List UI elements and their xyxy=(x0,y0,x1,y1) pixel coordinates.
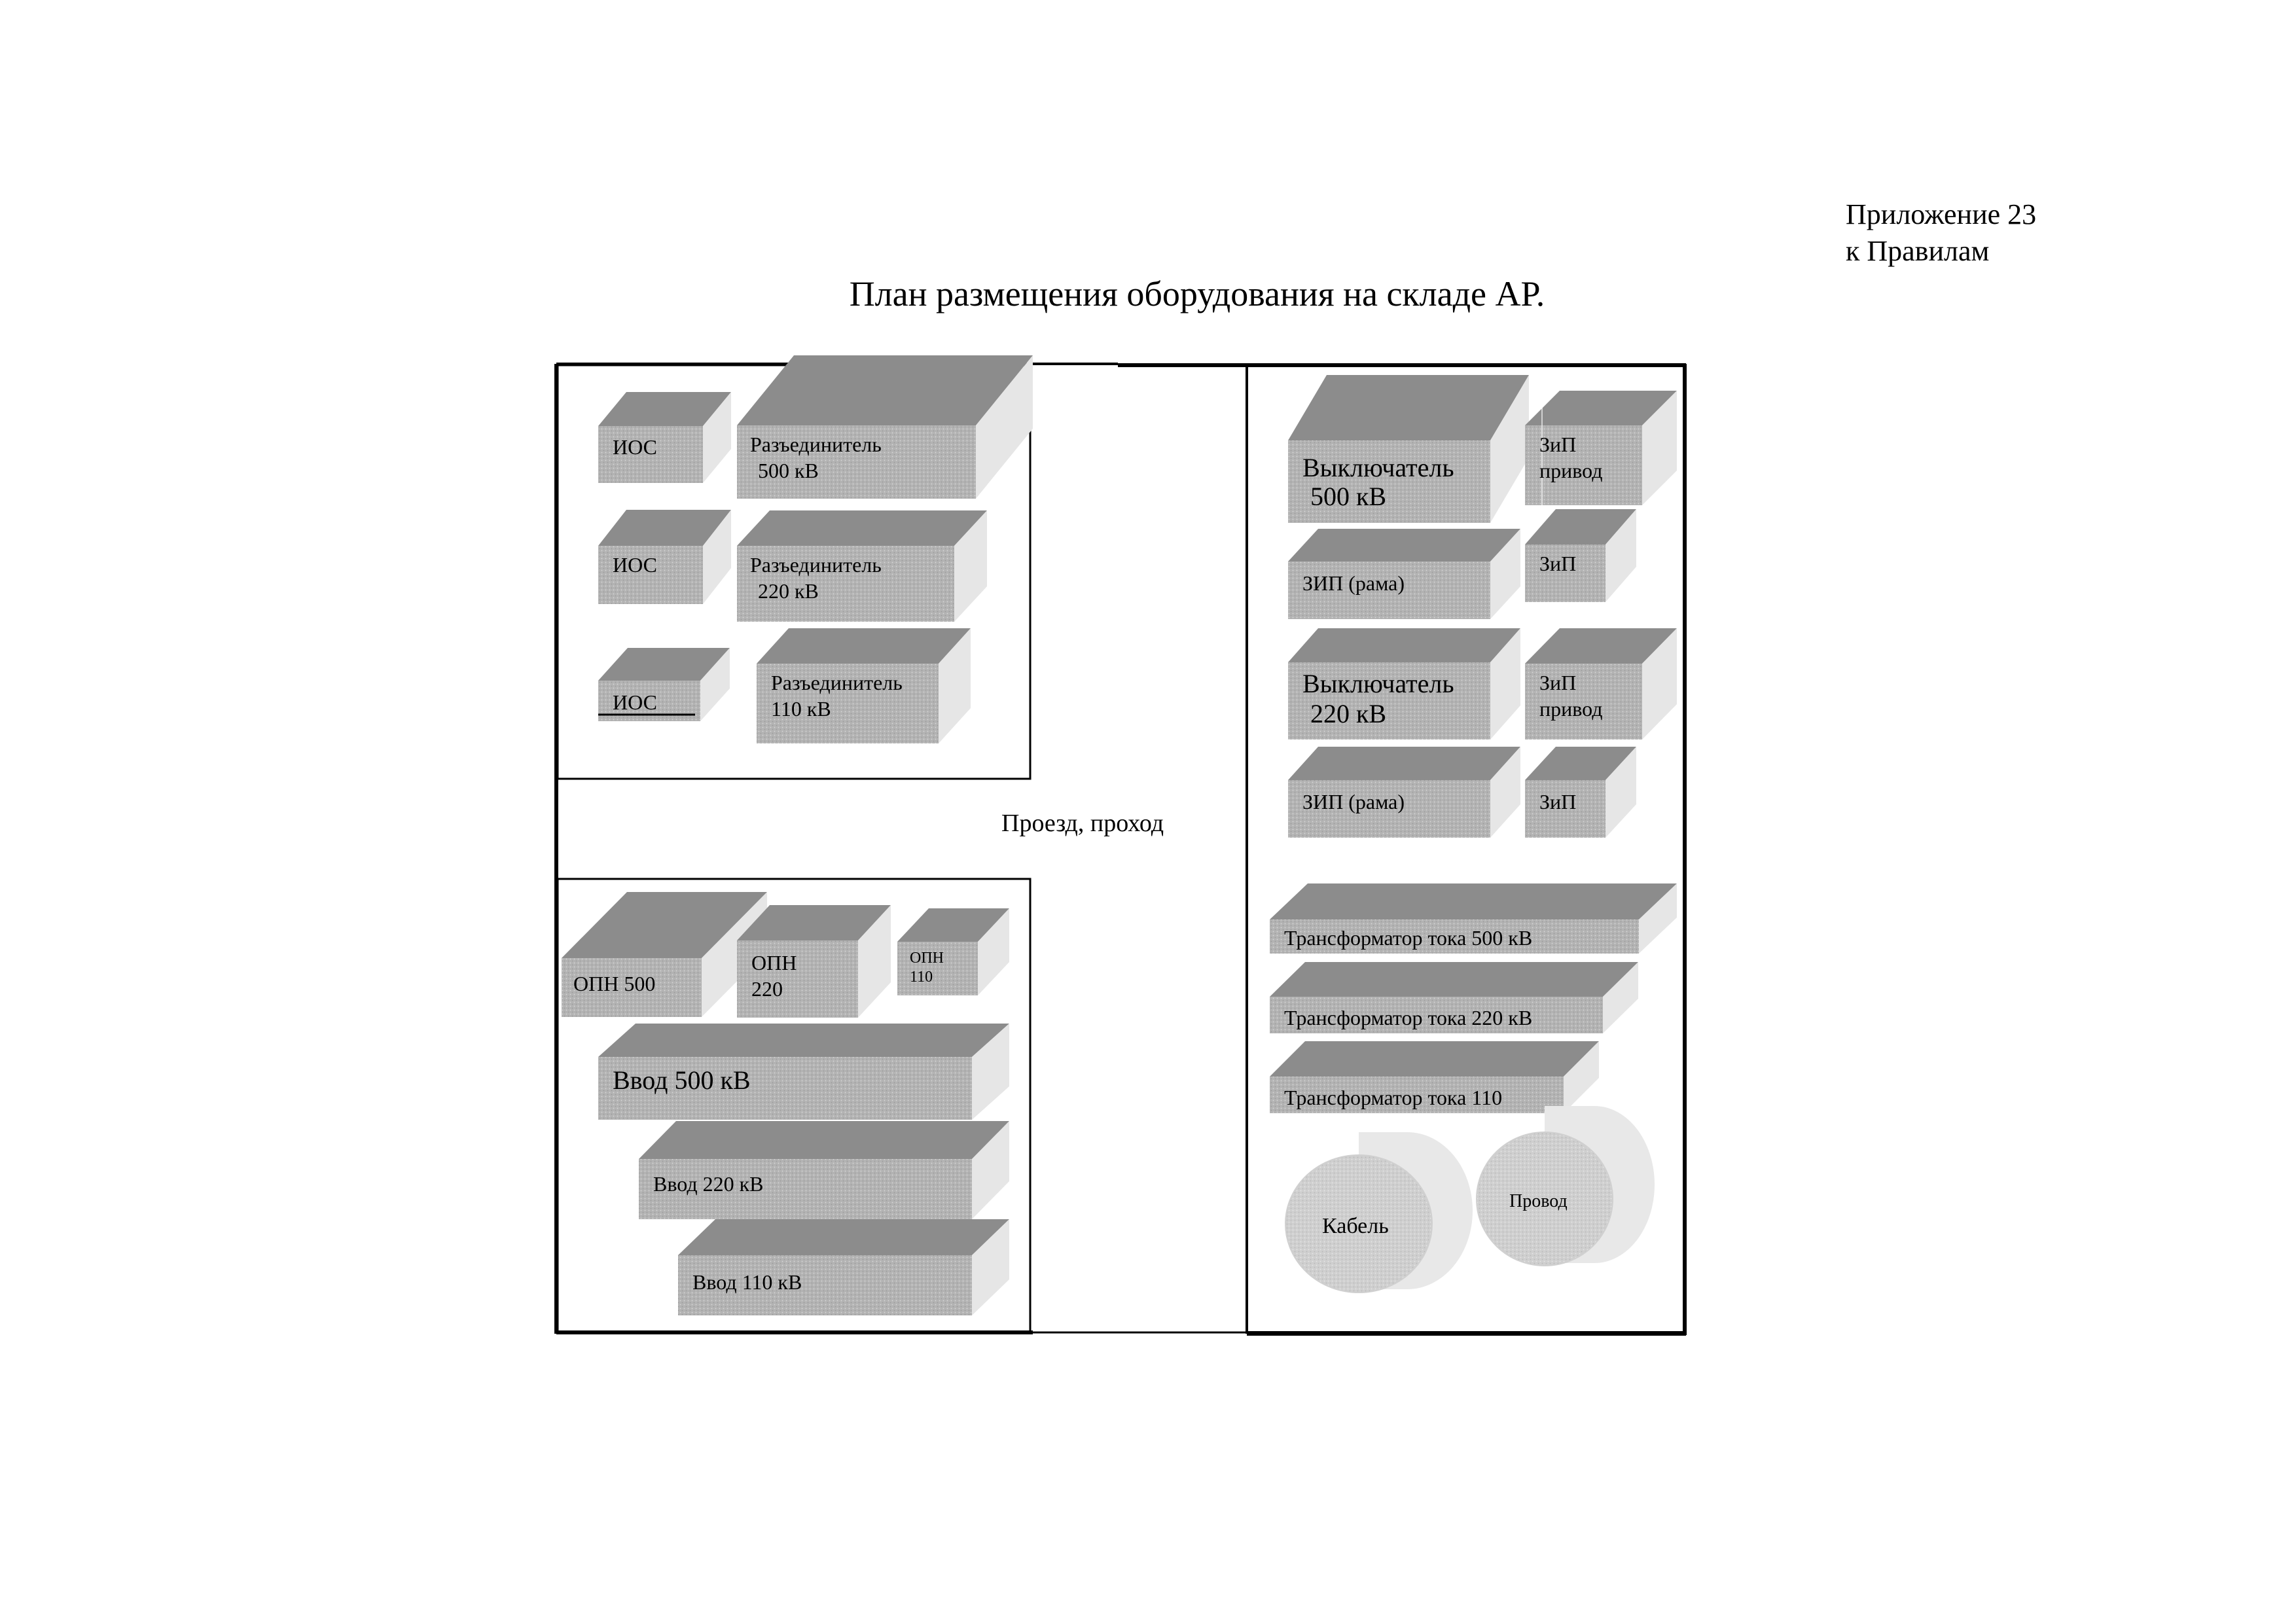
bushing-block xyxy=(678,1219,1009,1315)
cable-drum xyxy=(1285,1132,1473,1293)
disconnector-block xyxy=(737,510,987,622)
ios-block xyxy=(598,648,730,721)
spare-drive-label: ЗиП xyxy=(1539,433,1577,456)
spare-drive-label-2: привод xyxy=(1539,459,1603,482)
spare-block xyxy=(1525,747,1636,838)
bushing-block xyxy=(598,1024,1009,1120)
ios-label: ИОС xyxy=(613,435,657,459)
appendix-reference: к Правилам xyxy=(1846,235,1990,267)
spare-drive-label-2: привод xyxy=(1539,697,1603,721)
spare-frame-label: ЗИП (рама) xyxy=(1302,790,1405,813)
appendix-number: Приложение 23 xyxy=(1846,198,2037,230)
spare-label: ЗиП xyxy=(1539,790,1577,813)
breaker-block xyxy=(1288,375,1529,523)
disconnector-rating: 220 кВ xyxy=(758,579,819,603)
ios-block xyxy=(598,392,731,483)
disconnector-label: Разъединитель xyxy=(771,671,903,694)
disconnector-label: Разъединитель xyxy=(750,553,882,577)
bushing-block xyxy=(639,1121,1009,1219)
cable-label: Кабель xyxy=(1322,1214,1389,1238)
page-title: План размещения оборудования на складе АР. xyxy=(849,274,1545,313)
current-transformer-label: Трансформатор тока 220 кВ xyxy=(1284,1006,1533,1029)
ios-label: ИОС xyxy=(613,690,657,714)
breaker-label: Выключатель xyxy=(1302,669,1454,698)
breaker-rating: 220 кВ xyxy=(1310,699,1387,728)
arrester-block xyxy=(897,908,1009,995)
left-bottom-equipment xyxy=(562,892,1009,1315)
current-transformer-block xyxy=(1270,883,1677,954)
spare-block xyxy=(1525,509,1636,602)
spare-drive-block xyxy=(1525,391,1677,505)
current-transformer-block xyxy=(1270,962,1638,1033)
bushing-label: Ввод 110 кВ xyxy=(692,1270,802,1294)
disconnector-block xyxy=(737,355,1033,499)
spare-drive-block xyxy=(1525,628,1677,740)
current-transformer-block xyxy=(1270,1041,1599,1113)
passage-label: Проезд, проход xyxy=(1001,810,1164,837)
arrester-block xyxy=(737,905,891,1018)
spare-frame-block xyxy=(1288,529,1520,619)
disconnector-rating: 110 кВ xyxy=(771,697,831,721)
breaker-block xyxy=(1288,628,1520,740)
arrester-label: ОПН xyxy=(910,950,944,967)
breaker-label: Выключатель xyxy=(1302,453,1454,482)
left-top-equipment xyxy=(598,355,1033,743)
ios-block xyxy=(598,510,731,604)
arrester-label: ОПН xyxy=(751,951,797,974)
bushing-label: Ввод 500 кВ xyxy=(613,1065,751,1095)
arrester-block xyxy=(562,892,767,1017)
spare-frame-block xyxy=(1288,747,1520,838)
current-transformer-label: Трансформатор тока 500 кВ xyxy=(1284,926,1533,950)
disconnector-label: Разъединитель xyxy=(750,433,882,456)
wire-label: Провод xyxy=(1509,1191,1568,1211)
spare-drive-label: ЗиП xyxy=(1539,671,1577,694)
current-transformer-label: Трансформатор тока 110 xyxy=(1284,1086,1503,1109)
arrester-label-extra: 110 xyxy=(910,969,933,986)
wire-drum xyxy=(1477,1106,1655,1266)
ios-label: ИОС xyxy=(613,553,657,577)
bushing-label: Ввод 220 кВ xyxy=(653,1172,764,1196)
right-equipment xyxy=(1270,375,1677,1293)
arrester-label-extra: 220 xyxy=(751,977,783,1001)
disconnector-block xyxy=(757,628,971,743)
disconnector-rating: 500 кВ xyxy=(758,459,819,482)
spare-frame-label: ЗИП (рама) xyxy=(1302,571,1405,595)
arrester-label: ОПН 500 xyxy=(573,972,656,995)
breaker-rating: 500 кВ xyxy=(1310,482,1387,511)
spare-label: ЗиП xyxy=(1539,552,1577,575)
